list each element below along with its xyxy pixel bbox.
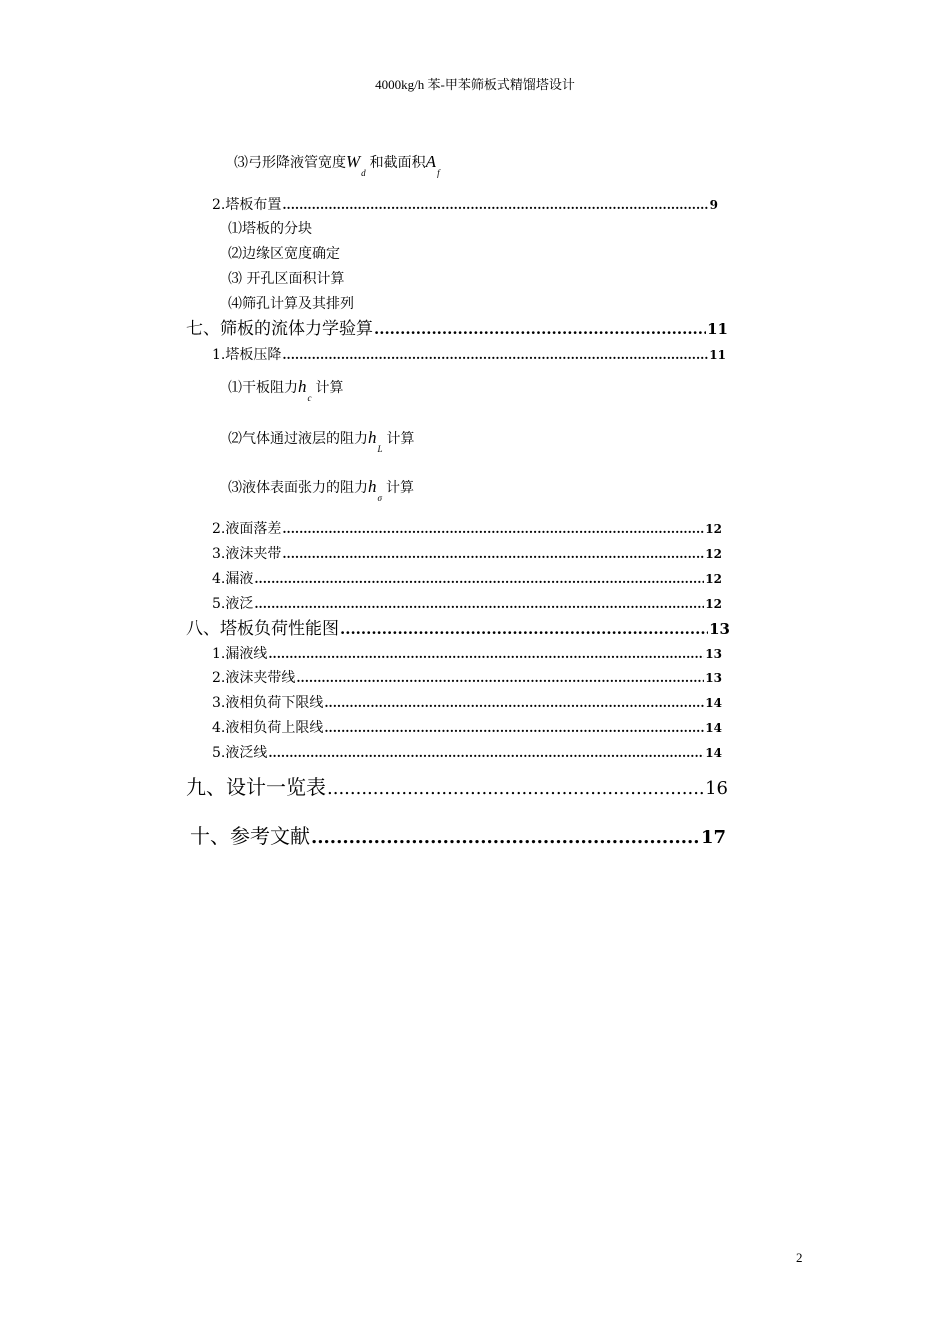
toc-leader <box>311 827 700 848</box>
toc-entry-label: 2.液沫夹带线 <box>212 670 296 686</box>
page-number: 2 <box>796 1250 803 1265</box>
toc-leader <box>324 696 704 710</box>
toc-page-number: 12 <box>705 572 722 586</box>
toc-entry-8-3[interactable] <box>212 692 722 712</box>
toc-sub-text: ⑴干板阻力 <box>228 380 298 396</box>
toc-entry-label: 十、参考文献 <box>190 824 310 848</box>
toc-entry-7-2[interactable] <box>212 518 722 538</box>
toc-page-number: 12 <box>705 547 722 561</box>
toc-sub-text: 计算 <box>385 480 414 496</box>
toc-entry-7-3[interactable] <box>212 543 722 563</box>
page-header: 4000kg/h 苯-甲苯筛板式精馏塔设计 <box>375 77 575 92</box>
toc-entry-label: 八、塔板负荷性能图 <box>186 619 339 639</box>
math-subscript: f <box>437 168 440 178</box>
toc-page-number: 16 <box>705 778 728 799</box>
toc-page-number: 12 <box>705 522 722 536</box>
toc-page-number: 13 <box>705 671 722 685</box>
toc-page-number: 9 <box>709 198 718 212</box>
toc-page-number: 12 <box>705 597 722 611</box>
toc-page-number: 13 <box>705 647 722 661</box>
toc-page-number: 11 <box>709 348 726 362</box>
toc-leader <box>324 721 704 735</box>
toc-sub-layout-3: ⑶ 开孔区面积计算 <box>228 271 345 287</box>
toc-entry-8-2[interactable] <box>212 667 722 687</box>
toc-sub-liquid-layer <box>228 428 415 454</box>
math-var: h <box>368 477 377 496</box>
toc-sub-text: 计算 <box>315 380 344 396</box>
math-var: W <box>346 152 361 171</box>
toc-entry-label: 4.液相负荷上限线 <box>212 720 324 736</box>
toc-leader <box>340 620 708 638</box>
toc-page-number: 14 <box>705 746 722 760</box>
toc-leader <box>327 778 704 799</box>
toc-page-number: 17 <box>700 827 726 848</box>
toc-leader <box>254 572 704 586</box>
toc-leader <box>282 547 704 561</box>
toc-entry-7-5[interactable] <box>212 593 722 613</box>
toc-page-number: 14 <box>705 696 722 710</box>
toc-leader <box>374 320 706 338</box>
toc-leader <box>268 647 704 661</box>
toc-chapter-10[interactable] <box>190 820 726 849</box>
toc-entry-label: 九、设计一览表 <box>186 775 326 799</box>
toc-leader <box>282 348 708 362</box>
toc-entry-7-4[interactable] <box>212 568 722 588</box>
toc-entry-label: 5.液泛 <box>212 596 254 612</box>
math-subscript: c <box>307 393 312 403</box>
toc-sub-text: 和截面积 <box>369 155 426 171</box>
math-var: h <box>298 377 307 396</box>
toc-sub-text: ⑵气体通过液层的阻力 <box>228 431 368 447</box>
toc-sub-layout-2: ⑵边缘区宽度确定 <box>228 246 340 262</box>
toc-sub-dry-plate <box>228 377 344 403</box>
math-var: A <box>425 152 437 171</box>
toc-sub-text: ⑶液体表面张力的阻力 <box>228 480 368 496</box>
toc-leader <box>296 671 704 685</box>
toc-entry-8-5[interactable] <box>212 742 722 762</box>
toc-entry-plate-layout[interactable] <box>212 194 718 214</box>
toc-leader <box>254 597 704 611</box>
math-subscript: σ <box>377 493 382 503</box>
toc-entry-7-1[interactable] <box>212 344 726 364</box>
toc-page-number: 13 <box>709 620 730 638</box>
toc-entry-label: 1.塔板压降 <box>212 347 282 363</box>
toc-entry-label: 5.液泛线 <box>212 745 268 761</box>
toc-entry-label: 4.漏液 <box>212 571 254 587</box>
math-subscript: L <box>377 444 383 454</box>
toc-chapter-9[interactable] <box>186 771 728 800</box>
toc-sub-downcomer <box>234 152 444 178</box>
toc-leader <box>282 522 704 536</box>
toc-leader <box>282 198 708 212</box>
toc-entry-label: 1.漏液线 <box>212 646 268 662</box>
toc-entry-label: 3.液相负荷下限线 <box>212 695 324 711</box>
toc-sub-surface-tension <box>228 477 414 503</box>
toc-entry-label: 七、筛板的流体力学验算 <box>186 319 373 339</box>
toc-entry-8-1[interactable] <box>212 643 722 663</box>
toc-page-number: 14 <box>705 721 722 735</box>
toc-sub-layout-1: ⑴塔板的分块 <box>228 221 312 237</box>
toc-leader <box>268 746 704 760</box>
toc-entry-8-4[interactable] <box>212 717 722 737</box>
toc-sub-layout-4: ⑷筛孔计算及其排列 <box>228 296 354 312</box>
math-var: h <box>368 428 377 447</box>
toc-sub-text: ⑶弓形降液管宽度 <box>234 155 346 171</box>
toc-entry-label: 2.塔板布置 <box>212 197 282 213</box>
toc-page-number: 11 <box>707 320 728 338</box>
toc-chapter-7[interactable] <box>186 314 728 339</box>
toc-entry-label: 3.液沫夹带 <box>212 546 282 562</box>
toc-sub-text: 计算 <box>386 431 415 447</box>
math-subscript: d <box>361 168 366 178</box>
toc-entry-label: 2.液面落差 <box>212 521 282 537</box>
toc-chapter-8[interactable] <box>186 614 730 639</box>
